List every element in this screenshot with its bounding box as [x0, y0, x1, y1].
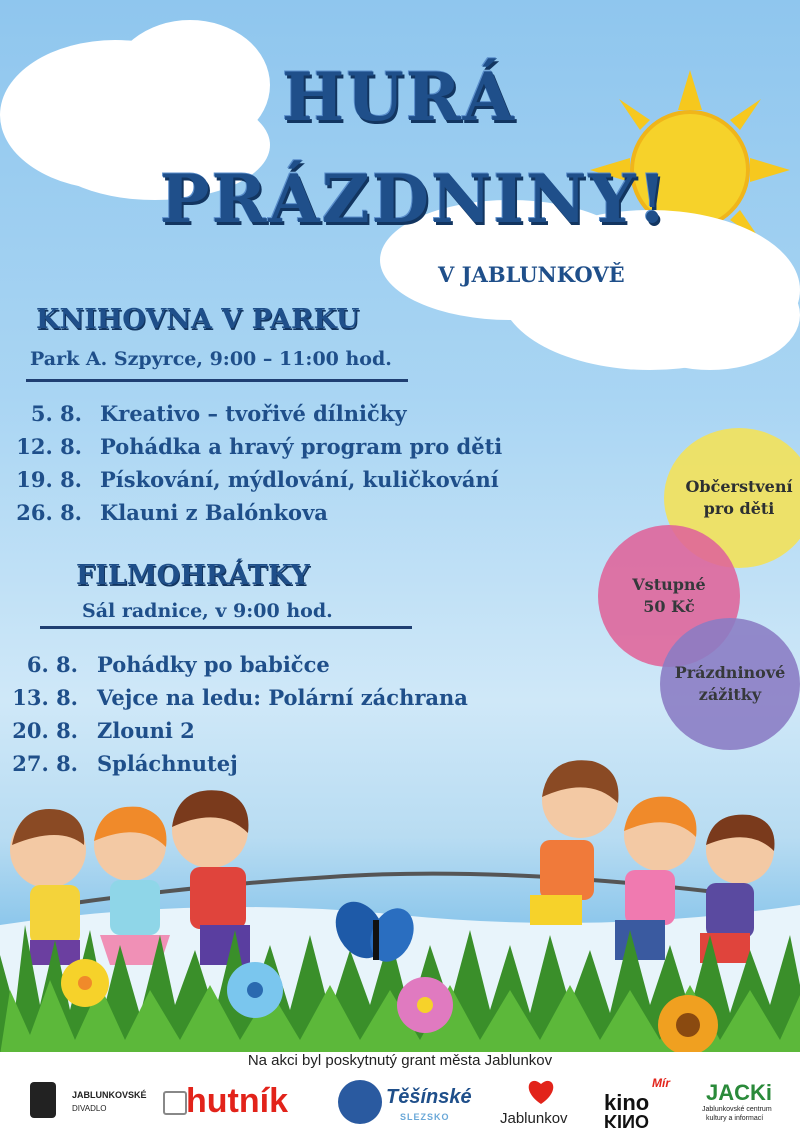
section2-subtitle: Sál radnice, v 9:00 hod. [82, 600, 333, 622]
hutnik-logo-icon [163, 1091, 187, 1115]
kino-bottom: KINO [604, 1111, 649, 1131]
title-line2: PRÁZDNINY! [160, 160, 669, 238]
event-name: Pískování, mýdlování, kuličkování [100, 467, 499, 492]
event-date: 12. 8. [16, 434, 82, 459]
jacki-sub2: kultury a informací [706, 1115, 764, 1122]
event-name: Zlouni 2 [97, 718, 195, 743]
event-name: Kreativo – tvořivé dílničky [100, 401, 407, 426]
event-name: Pohádka a hravý program pro děti [100, 434, 503, 459]
section2-divider [40, 626, 412, 629]
event-date: 19. 8. [16, 467, 82, 492]
event-date: 20. 8. [12, 718, 78, 743]
event-name: Vejce na ledu: Polární záchrana [97, 685, 468, 710]
jacki-logo: JACKi [706, 1080, 773, 1105]
bubble-entry-fee: Vstupné 50 Kč [598, 525, 740, 667]
divadlo-sub: DIVADLO [72, 1104, 107, 1113]
event-date: 5. 8. [30, 401, 82, 426]
kino-top: kino [604, 1090, 650, 1115]
kids-tug-of-war-illustration [0, 755, 800, 1055]
jacki-sub1: Jablunkovské centrum [702, 1106, 772, 1113]
tesinske-logo-icon [338, 1080, 382, 1124]
event-date: 26. 8. [16, 500, 82, 525]
title-location: V JABLUNKOVĚ [438, 262, 625, 287]
kino-mir: Mír [652, 1076, 670, 1090]
event-date: 27. 8. [12, 751, 78, 776]
heart-icon [526, 1078, 556, 1106]
divadlo-logo-icon [30, 1082, 56, 1118]
hutnik-logo: hutník [186, 1082, 288, 1120]
event-date: 6. 8. [26, 652, 78, 677]
section1-subtitle: Park A. Szpyrce, 9:00 – 11:00 hod. [30, 348, 392, 370]
event-date: 13. 8. [12, 685, 78, 710]
grant-notice: Na akci byl poskytnutý grant města Jablunkov [247, 1052, 553, 1069]
tesinske-logo: Těšínské [386, 1086, 472, 1108]
section1-divider [26, 379, 408, 382]
bubble-refreshments: Občerstvení pro děti [664, 428, 800, 568]
event-name: Klauni z Balónkova [100, 500, 328, 525]
jablunkov-logo: Jablunkov [500, 1110, 568, 1127]
title-line1: HURÁ [282, 58, 516, 136]
section1-title: KNIHOVNA V PARKU [36, 304, 360, 335]
event-name: Pohádky po babičce [97, 652, 330, 677]
divadlo-name: JABLUNKOVSKÉ [72, 1090, 147, 1100]
event-name: Spláchnutej [97, 751, 238, 776]
tesinske-sub: SLEZSKO [400, 1112, 450, 1122]
bubble-experiences: Prázdninové zážitky [660, 618, 800, 750]
section2-title: FILMOHRÁTKY [76, 560, 310, 591]
